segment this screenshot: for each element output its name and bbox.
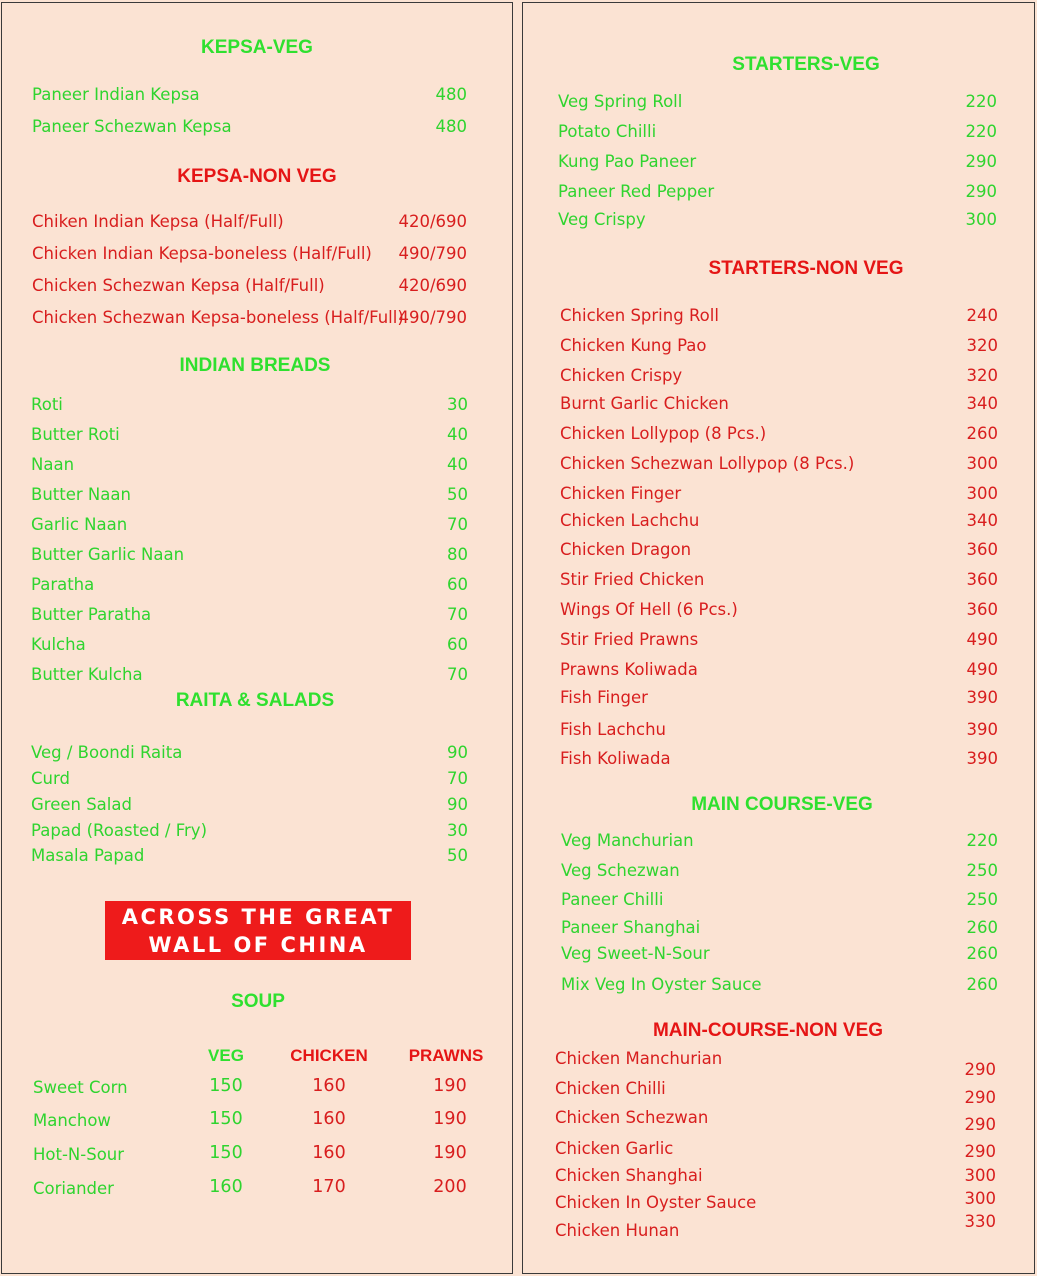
menu-item-price: 50	[447, 846, 468, 865]
menu-item-price: 70	[447, 665, 468, 684]
menu-item-name: Veg Crispy	[558, 210, 646, 229]
menu-item-name: Butter Naan	[31, 485, 131, 504]
menu-item-name: Chiken Indian Kepsa (Half/Full)	[32, 212, 284, 231]
menu-item-price: 40	[447, 425, 468, 444]
soup-price: 160	[209, 1177, 243, 1197]
menu-item-name: Chicken Schezwan Kepsa-boneless (Half/Full)	[32, 308, 404, 327]
menu-item-name: Butter Paratha	[31, 605, 152, 624]
menu-item-name: Papad (Roasted / Fry)	[31, 821, 208, 840]
menu-item-price: 480	[435, 85, 467, 104]
menu-item-price: 260	[966, 424, 998, 443]
soup-row-name: Coriander	[33, 1179, 114, 1198]
soup-price: 190	[433, 1109, 467, 1129]
soup-price: 150	[209, 1109, 243, 1129]
menu-item-name: Kulcha	[31, 635, 86, 654]
menu-item-name: Veg / Boondi Raita	[31, 743, 183, 762]
starters-veg-heading: STARTERS-VEG	[732, 54, 880, 75]
menu-item-price: 390	[966, 688, 998, 707]
menu-item-price: 220	[965, 92, 997, 111]
menu-item-name: Chicken Schezwan	[555, 1108, 709, 1127]
banner-line-2: WALL OF CHINA	[148, 933, 368, 957]
menu-item-name: Burnt Garlic Chicken	[560, 394, 729, 413]
soup-price: 150	[209, 1076, 243, 1096]
menu-item-price: 290	[964, 1060, 996, 1079]
menu-item-name: Kung Pao Paneer	[558, 152, 697, 171]
menu-item-name: Veg Schezwan	[561, 861, 680, 880]
soup-price: 150	[209, 1143, 243, 1163]
menu-item-price: 70	[447, 605, 468, 624]
menu-item-price: 50	[447, 485, 468, 504]
menu-item-price: 490/790	[398, 308, 467, 327]
soup-price: 200	[433, 1177, 467, 1197]
menu-item-price: 90	[447, 743, 468, 762]
menu-item-price: 330	[964, 1212, 996, 1231]
menu-item-name: Chicken Chilli	[555, 1079, 666, 1098]
menu-item-name: Chicken Kung Pao	[560, 336, 707, 355]
menu-item-name: Veg Manchurian	[561, 831, 694, 850]
menu-item-name: Paneer Schezwan Kepsa	[32, 117, 232, 136]
menu-item-price: 300	[966, 454, 998, 473]
menu-item-name: Chicken Schezwan Lollypop (8 Pcs.)	[560, 454, 855, 473]
menu-item-price: 250	[966, 861, 998, 880]
menu-item-price: 60	[447, 575, 468, 594]
soup-row-name: Manchow	[33, 1111, 111, 1130]
menu-item-price: 360	[966, 540, 998, 559]
menu-item-name: Chicken Indian Kepsa-boneless (Half/Full)	[32, 244, 372, 263]
starters-non-veg-heading: STARTERS-NON VEG	[708, 258, 904, 279]
soup-price: 190	[433, 1076, 467, 1096]
soup-price: 160	[312, 1109, 346, 1129]
menu-item-name: Paneer Red Pepper	[558, 182, 715, 201]
menu-item-name: Chicken Spring Roll	[560, 306, 719, 325]
menu-item-price: 300	[964, 1189, 996, 1208]
kepsa-non-veg-heading: KEPSA-NON VEG	[177, 166, 337, 187]
menu-item-name: Masala Papad	[31, 846, 145, 865]
menu-item-price: 80	[447, 545, 468, 564]
soup-price: 160	[312, 1143, 346, 1163]
menu-item-price: 290	[964, 1088, 996, 1107]
menu-item-name: Mix Veg In Oyster Sauce	[561, 975, 762, 994]
menu-item-name: Chicken Manchurian	[555, 1049, 723, 1068]
menu-item-price: 340	[966, 511, 998, 530]
main-course-non-veg-heading: MAIN-COURSE-NON VEG	[652, 1020, 884, 1041]
menu-item-price: 40	[447, 455, 468, 474]
indian-breads-heading: INDIAN BREADS	[179, 355, 331, 376]
menu-item-price: 220	[965, 122, 997, 141]
menu-item-price: 390	[966, 749, 998, 768]
menu-item-name: Chicken Dragon	[560, 540, 692, 559]
menu-item-price: 260	[966, 944, 998, 963]
soup-price: 160	[312, 1076, 346, 1096]
menu-item-price: 420/690	[398, 212, 467, 231]
banner-line-1: ACROSS THE GREAT	[121, 905, 395, 929]
menu-item-name: Veg Spring Roll	[558, 92, 683, 111]
menu-item-price: 220	[966, 831, 998, 850]
menu-item-price: 490	[966, 660, 998, 679]
soup-row-name: Sweet Corn	[33, 1078, 128, 1097]
soup-column-header: PRAWNS	[408, 1046, 484, 1065]
soup-column-header: VEG	[208, 1046, 244, 1065]
menu-item-price: 490	[966, 630, 998, 649]
menu-item-name: Chicken Finger	[560, 484, 682, 503]
menu-item-price: 300	[964, 1166, 996, 1185]
menu-item-name: Chicken Crispy	[560, 366, 683, 385]
menu-item-name: Chicken Lollypop (8 Pcs.)	[560, 424, 767, 443]
kepsa-veg-heading: KEPSA-VEG	[201, 37, 313, 58]
menu-item-name: Chicken Lachchu	[560, 511, 700, 530]
menu-item-price: 320	[966, 336, 998, 355]
menu-item-price: 290	[964, 1115, 996, 1134]
menu-item-price: 360	[966, 570, 998, 589]
menu-item-name: Chicken Garlic	[555, 1139, 674, 1158]
great-wall-banner	[105, 901, 411, 960]
menu-item-price: 260	[966, 975, 998, 994]
menu-item-name: Potato Chilli	[558, 122, 657, 141]
menu-item-price: 90	[447, 795, 468, 814]
menu-item-name: Paneer Shanghai	[561, 918, 701, 937]
soup-row-name: Hot-N-Sour	[33, 1145, 125, 1164]
menu-item-price: 420/690	[398, 276, 467, 295]
menu-item-name: Butter Roti	[31, 425, 120, 444]
menu-item-price: 300	[966, 484, 998, 503]
menu-item-price: 250	[966, 890, 998, 909]
menu-item-price: 290	[964, 1142, 996, 1161]
menu-item-name: Curd	[31, 769, 70, 788]
menu-item-name: Chicken Shanghai	[555, 1166, 703, 1185]
menu-item-price: 60	[447, 635, 468, 654]
menu-item-price: 70	[447, 515, 468, 534]
menu-item-name: Chicken Hunan	[555, 1221, 680, 1240]
menu-item-price: 70	[447, 769, 468, 788]
menu-item-name: Paratha	[31, 575, 95, 594]
menu-item-name: Butter Garlic Naan	[31, 545, 185, 564]
menu-item-price: 240	[966, 306, 998, 325]
menu-item-price: 290	[965, 152, 997, 171]
menu-item-name: Butter Kulcha	[31, 665, 143, 684]
menu-item-name: Paneer Chilli	[561, 890, 664, 909]
menu-item-price: 320	[966, 366, 998, 385]
menu-item-name: Naan	[31, 455, 75, 474]
menu-item-name: Green Salad	[31, 795, 132, 814]
menu-item-name: Garlic Naan	[31, 515, 128, 534]
main-course-veg-heading: MAIN COURSE-VEG	[691, 794, 873, 815]
soup-column-header: CHICKEN	[290, 1046, 368, 1065]
menu-item-name: Veg Sweet-N-Sour	[561, 944, 710, 963]
raita-salads-heading: RAITA & SALADS	[175, 690, 335, 711]
menu-item-name: Fish Lachchu	[560, 720, 666, 739]
soup-price: 190	[433, 1143, 467, 1163]
menu-item-name: Fish Koliwada	[560, 749, 671, 768]
soup-heading: SOUP	[231, 991, 285, 1012]
menu-item-price: 300	[965, 210, 997, 229]
menu-item-price: 360	[966, 600, 998, 619]
menu-item-price: 340	[966, 394, 998, 413]
menu-item-name: Chicken In Oyster Sauce	[555, 1193, 757, 1212]
menu-item-price: 480	[435, 117, 467, 136]
menu-item-price: 390	[966, 720, 998, 739]
menu-item-name: Chicken Schezwan Kepsa (Half/Full)	[32, 276, 325, 295]
menu-item-price: 260	[966, 918, 998, 937]
menu-item-price: 30	[447, 395, 468, 414]
menu-item-name: Fish Finger	[560, 688, 648, 707]
menu-item-price: 30	[447, 821, 468, 840]
menu-item-name: Paneer Indian Kepsa	[32, 85, 200, 104]
menu-item-name: Stir Fried Chicken	[560, 570, 705, 589]
menu-item-name: Roti	[31, 395, 63, 414]
menu-item-price: 290	[965, 182, 997, 201]
menu-item-name: Stir Fried Prawns	[560, 630, 699, 649]
menu-item-name: Prawns Koliwada	[560, 660, 698, 679]
menu-item-price: 490/790	[398, 244, 467, 263]
soup-price: 170	[312, 1177, 346, 1197]
menu-item-name: Wings Of Hell (6 Pcs.)	[560, 600, 738, 619]
